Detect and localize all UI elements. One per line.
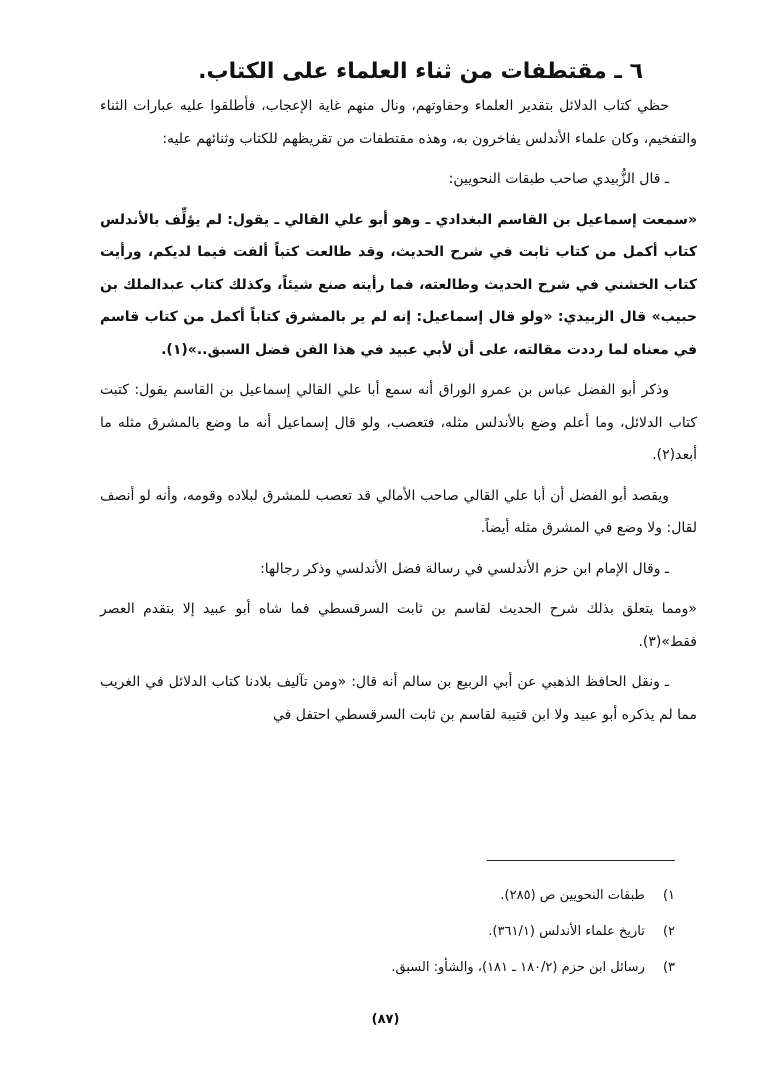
paragraph-intro: حظي كتاب الدلائل بتقدير العلماء وحفاوتهم، ونال منهم غاية الإعجاب، فأطلقوا عليه عبارات الثناء والتفخيم، وكان علماء الأندلس يفاخرون به، وهذه مقتطفات من تقريظهم للكتاب وثنائهم عليه: — [100, 98, 697, 147]
footnote-text: طبقات النحويين ص (٢٨٥). — [500, 888, 645, 903]
paragraph-ibn-hazm-intro: ـ وقال الإمام ابن حزم الأندلسي في رسالة فضل الأندلسي وذكر رجالها: — [260, 560, 669, 577]
paragraph-explanation: ويقصد أبو الفضل أن أبا علي القالي صاحب الأمالي قد تعصب للمشرق لبلاده وقومه، وأنه لو أنصف لقال: ولا وضع في المشرق مثله أيضاً. — [100, 487, 697, 536]
paragraph-zubaydi-intro: ـ قال الزُّبيدي صاحب طبقات النحويين: — [448, 171, 669, 187]
footnote-text: رسائل ابن حزم (١٨٠/٢ ـ ١٨١)، والشأو: السبق. — [391, 960, 645, 975]
section-heading: ٦ ـ مقتطفات من ثناء العلماء على الكتاب. — [198, 59, 643, 84]
footnote-item — [115, 914, 675, 950]
page-number: (٨٧) — [371, 1012, 400, 1027]
paragraph-dhahabi: ـ ونقل الحافظ الذهبي عن أبي الربيع بن سالم أنه قال: «ومن تآليف بلادنا كتاب الدلائل في الغريب مما لم يذكره أبو عبيد ولا ابن قتيبة لقاسم بن ثابت السرقسطي احتفل في — [100, 674, 697, 723]
footnote-divider — [487, 860, 675, 861]
footnotes-list — [115, 878, 675, 986]
footnote-number: ١) — [662, 888, 675, 903]
footnote-number: ٢) — [662, 924, 675, 939]
paragraph-zubaydi-quote: «سمعت إسماعيل بن القاسم البغدادي ـ وهو أبو علي القالي ـ يقول: لم يؤلِّف بالأندلس كتاب أكمل من كتاب ثابت في شرح الحديث، وقد طالعت كتباً ألفت فيما لديكم، ورأيت كتاب الخشني في شرح الحديث وطالعته، فما رأيته صنع شيئاً، وكذلك كتاب عبدالملك بن حبيب» قال الزبيدي: «ولو قال إسماعيل: إنه لم ير بالمشرق كتاباً أكمل من كتاب قاسم في معناه لما رددت مقالته، على أن لأبي عبيد في هذا الفن فضل السبق..»(١). — [100, 211, 697, 358]
paragraph-ibn-hazm-quote: «ومما يتعلق بذلك شرح الحديث لقاسم بن ثابت السرقسطي فما شاه أبو عبيد إلا بتقدم العصر فقط»(٣). — [100, 601, 697, 650]
footnote-number: ٣) — [662, 960, 675, 975]
footnote-item — [115, 878, 675, 914]
paragraph-abu-alfadl: وذكر أبو الفضل عباس بن عمرو الوراق أنه سمع أبا علي القالي إسماعيل بن القاسم يقول: كتبت كتاب الدلائل، وما أعلم وضع بالأندلس مثله، فتعصب، ولو قال إسماعيل أنه ما وضع بالمشرق مثله ما أبعد(٢). — [100, 382, 697, 463]
body-text — [100, 90, 697, 731]
footnote-text: تاريخ علماء الأندلس (٣٦١/١). — [488, 924, 645, 939]
footnote-item — [115, 950, 675, 986]
